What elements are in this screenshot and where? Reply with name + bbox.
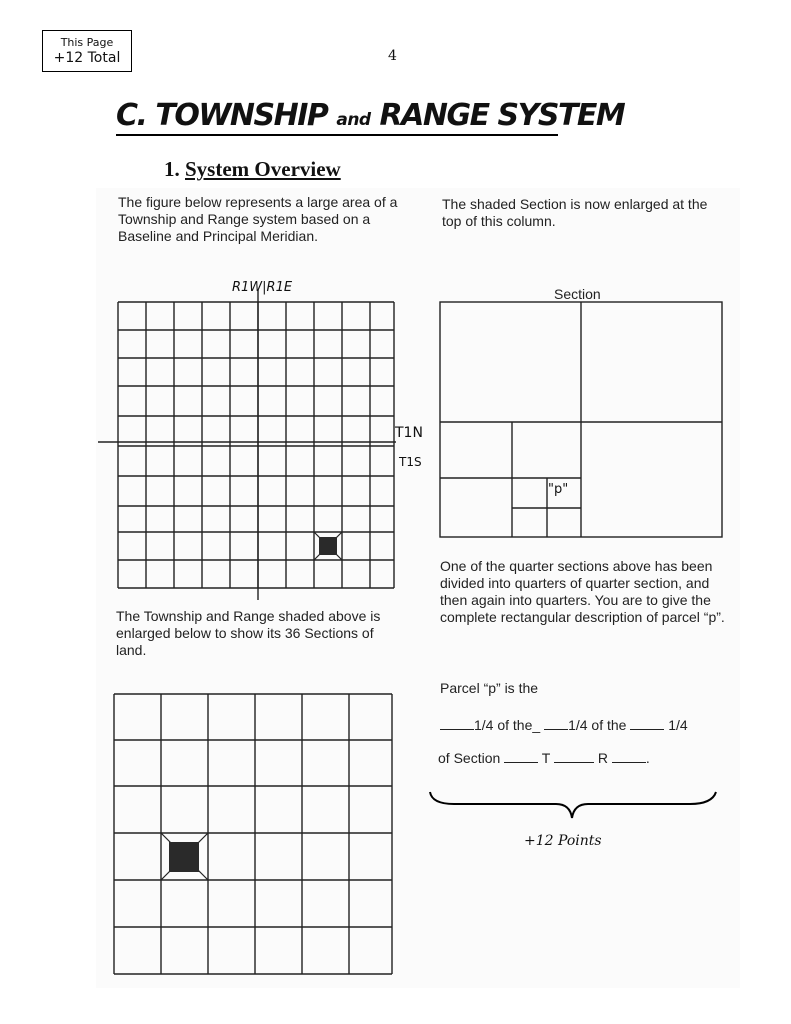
title-prefix: C. TOWNSHIP	[116, 98, 328, 133]
fill-line-1-part2: 1/4 of the	[568, 717, 627, 733]
quarter-blank-1[interactable]	[440, 716, 474, 730]
fill-line-2-part4: .	[645, 750, 650, 766]
section-number: 1.	[164, 157, 180, 181]
shaded-township	[314, 532, 342, 560]
enlarge-explanation-text: The Township and Range shaded above is enlarged below to show its 36 Sections of land.	[116, 608, 381, 658]
parcel-intro-text: Parcel “p” is the	[440, 680, 539, 696]
fill-in-line-2	[438, 749, 650, 767]
left-intro-text: The figure below represents a large area of a Township and Range system based on a Baseline and Principal Meridian.	[118, 194, 398, 244]
title-suffix: RANGE SYSTEM	[379, 98, 625, 133]
baseline-north-label: T1N	[395, 425, 423, 441]
right-intro-text: The shaded Section is now enlarged at the top of this column.	[442, 196, 708, 229]
township-range-grid	[96, 270, 436, 600]
section-diagram-label: Section	[554, 286, 601, 302]
section-number-blank[interactable]	[504, 749, 538, 763]
fill-line-1-part3: 1/4	[668, 717, 688, 733]
shaded-section	[161, 833, 208, 880]
page-title	[116, 98, 625, 136]
fill-in-line-1	[440, 716, 688, 734]
fill-line-2-part1: of Section	[438, 750, 501, 766]
township-sections-grid	[110, 690, 400, 980]
meridian-range-label: R1W|R1E	[232, 280, 293, 295]
points-brace	[424, 786, 724, 826]
points-box-caption: This Page	[60, 36, 114, 49]
fill-line-1-part1: 1/4 of the_	[474, 717, 541, 733]
quarter-blank-3[interactable]	[630, 716, 664, 730]
section-subdivision-diagram	[436, 298, 728, 544]
range-blank[interactable]	[612, 749, 646, 763]
fill-line-2-part2: T	[541, 750, 551, 766]
fill-line-2-part3: R	[597, 750, 609, 766]
section-heading	[164, 157, 341, 182]
points-box-total: +12 Total	[53, 50, 121, 66]
parcel-p-label: "p"	[548, 482, 569, 497]
township-blank[interactable]	[554, 749, 594, 763]
title-and: and	[336, 110, 371, 130]
points-label: +12 Points	[524, 833, 602, 849]
quarter-section-description: One of the quarter sections above has been divided into quarters of quarter section, and then again into quarters. You are to give the complete rectangular description of parcel “p”.	[440, 558, 725, 625]
baseline-south-label: T1S	[399, 455, 422, 469]
points-box	[42, 30, 132, 72]
section-heading-text: System Overview	[185, 157, 341, 181]
quarter-blank-2[interactable]	[544, 716, 568, 730]
page-number: 4	[388, 48, 397, 64]
